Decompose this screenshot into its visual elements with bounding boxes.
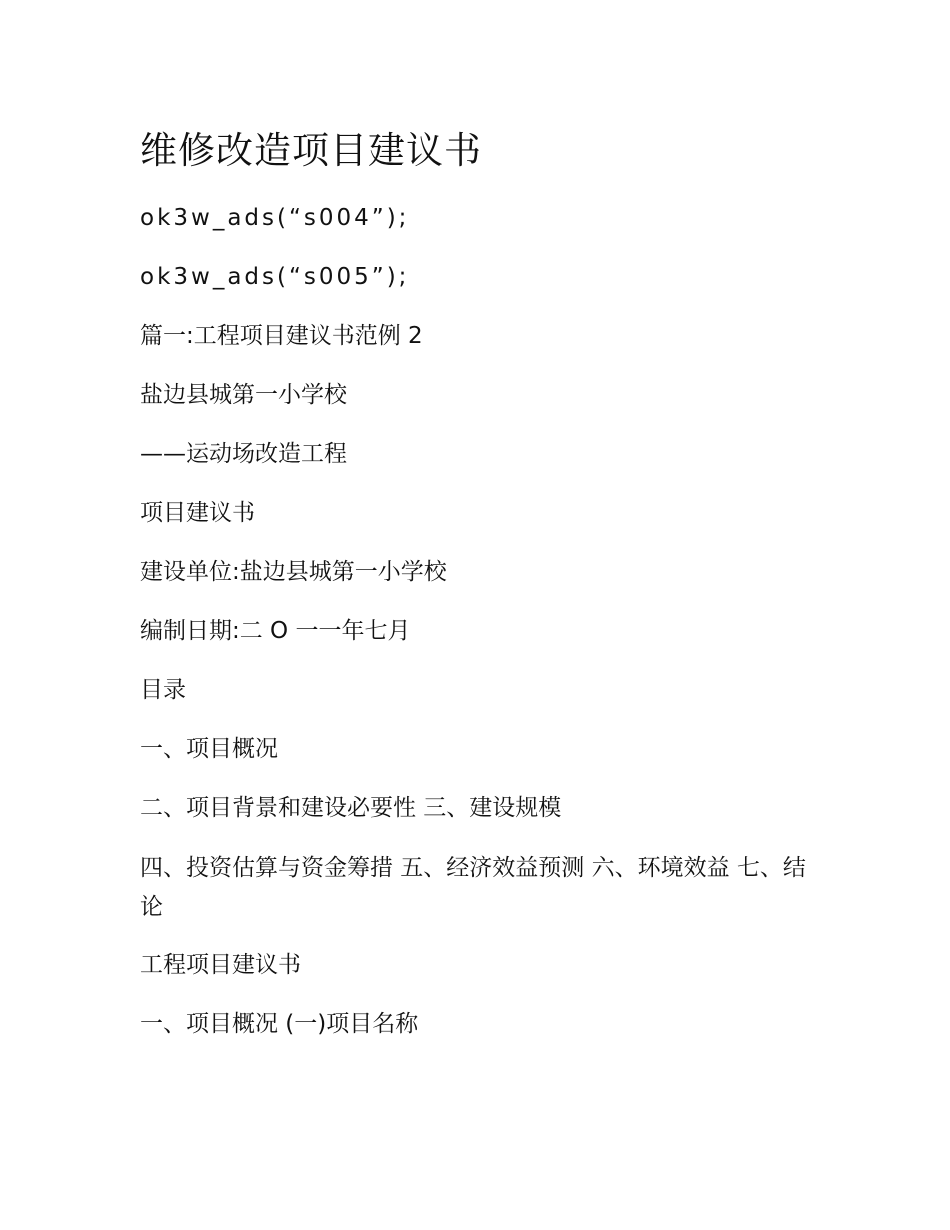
document-body	[140, 124, 820, 1065]
project-subtitle: ——运动场改造工程	[140, 441, 347, 467]
ad-code-line-2: ok3w_ads(“s005”);	[140, 264, 410, 290]
toc-item: 二、项目背景和建设必要性 三、建设规模	[140, 795, 562, 821]
document-type: 项目建议书	[140, 500, 255, 526]
section-heading: 篇一:工程项目建议书范例 2	[140, 323, 423, 349]
body-subheading: 一、项目概况 (一)项目名称	[140, 1011, 419, 1037]
document-title: 维修改造项目建议书	[140, 129, 482, 172]
body-heading: 工程项目建议书	[140, 952, 301, 978]
construction-unit: 建设单位:盐边县城第一小学校	[140, 559, 447, 585]
toc-item: 一、项目概况	[140, 736, 278, 762]
toc-item: 四、投资估算与资金筹措 五、经济效益预测 六、环境效益 七、结论	[140, 855, 806, 920]
ad-code-line-1: ok3w_ads(“s004”);	[140, 205, 410, 231]
school-name: 盐边县城第一小学校	[140, 382, 347, 408]
compile-date: 编制日期:二 O 一一年七月	[140, 618, 411, 644]
toc-heading: 目录	[140, 677, 186, 703]
